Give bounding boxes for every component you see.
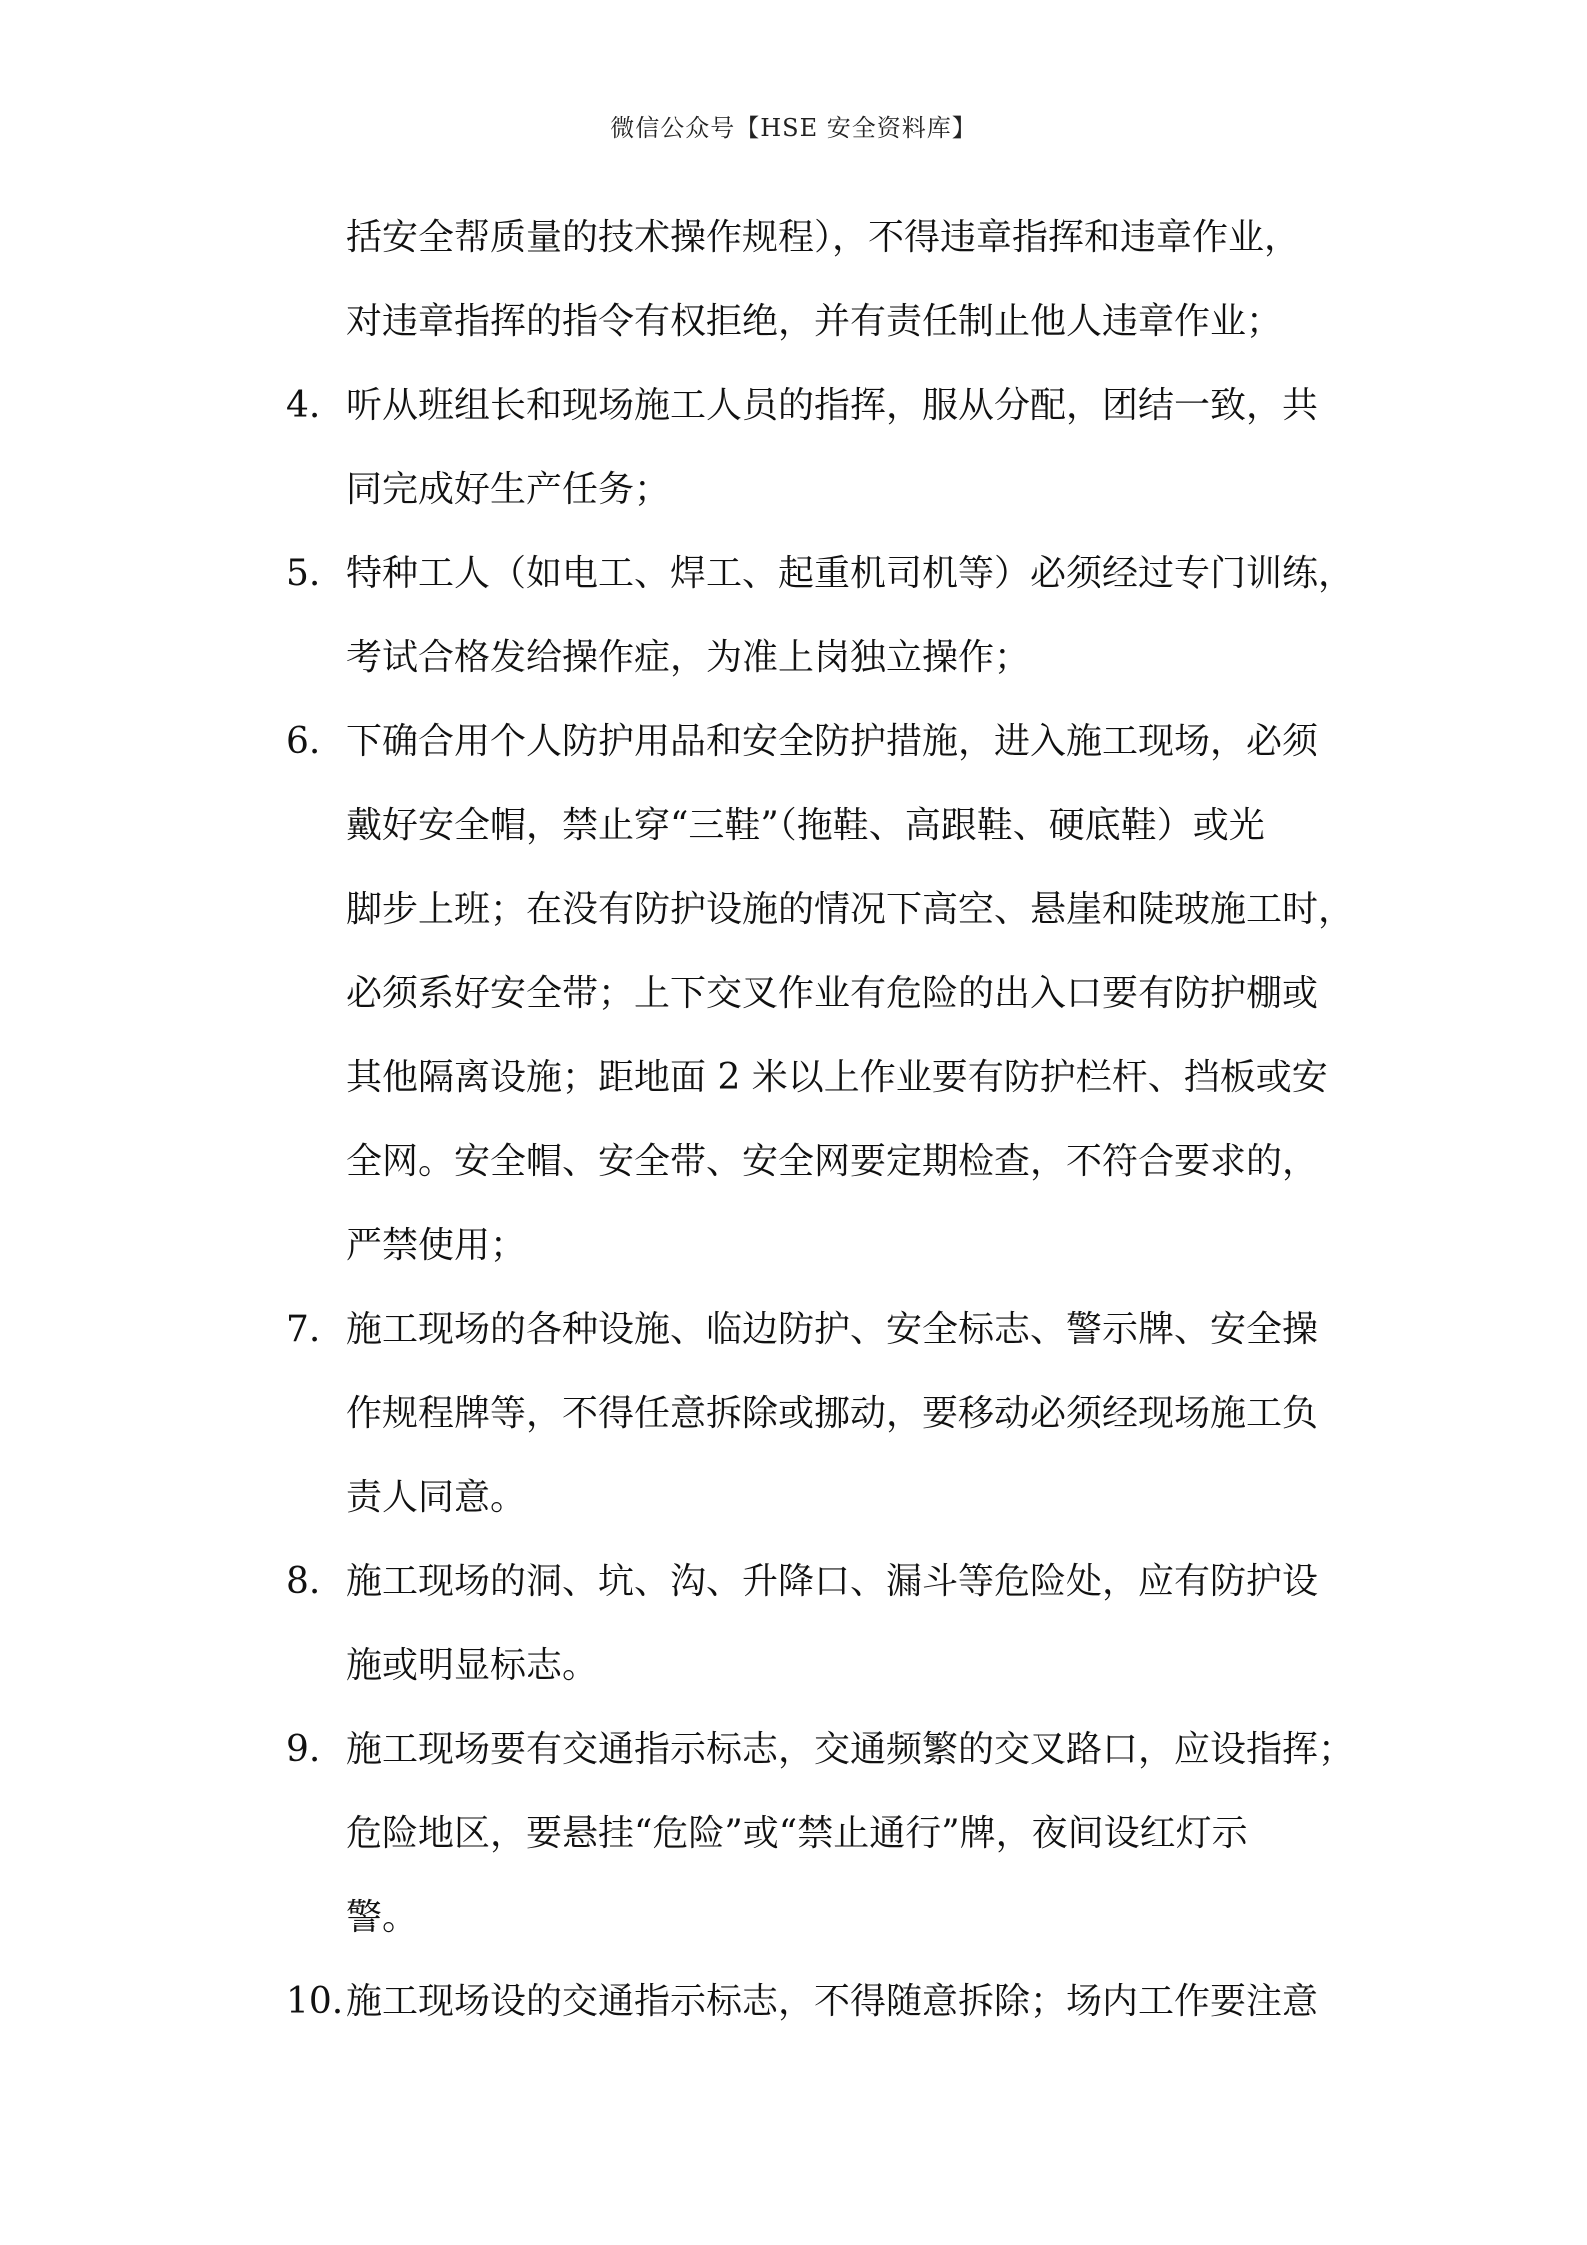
continuation-line: 对违章指挥的指令有权拒绝，并有责任制止他人违章作业； xyxy=(346,301,1283,342)
item-line: 施工现场设的交通指示标志，不得随意拆除；场内工作要注意 xyxy=(346,1981,1319,2022)
item-line: 责人同意。 xyxy=(346,1477,527,1518)
item-number: 10. xyxy=(286,1981,344,2022)
item-line: 下确合用个人防护用品和安全防护措施，进入施工现场，必须 xyxy=(346,721,1319,762)
item-line: 施工现场的各种设施、临边防护、安全标志、警示牌、安全操 xyxy=(346,1309,1319,1350)
item-line: 听从班组长和现场施工人员的指挥，服从分配，团结一致，共 xyxy=(346,385,1319,426)
item-line: 同完成好生产任务； xyxy=(346,469,671,510)
item-line: 考试合格发给操作症，为准上岗独立操作； xyxy=(346,637,1031,678)
item-line: 戴好安全帽，禁止穿“三鞋”（拖鞋、高跟鞋、硬底鞋）或光 xyxy=(346,805,1265,846)
item-line: 严禁使用； xyxy=(346,1225,527,1266)
item-line: 其他隔离设施；距地面 2 米以上作业要有防护栏杆、挡板或安 xyxy=(346,1057,1328,1098)
item-line: 全网。安全帽、安全带、安全网要定期检查，不符合要求的， xyxy=(346,1141,1319,1182)
item-number: 5. xyxy=(286,553,321,594)
item-line: 施或明显标志。 xyxy=(346,1645,599,1686)
item-number: 7. xyxy=(286,1309,321,1350)
continuation-line: 括安全帮质量的技术操作规程），不得违章指挥和违章作业， xyxy=(346,217,1301,258)
page-header: 微信公众号【HSE 安全资料库】 xyxy=(610,114,977,142)
item-number: 8. xyxy=(286,1561,321,1602)
item-line: 必须系好安全带；上下交叉作业有危险的出入口要有防护棚或 xyxy=(346,973,1319,1014)
item-line: 警。 xyxy=(346,1897,419,1938)
item-line: 脚步上班；在没有防护设施的情况下高空、悬崖和陡玻施工时， xyxy=(346,889,1355,930)
item-line: 施工现场的洞、坑、沟、升降口、漏斗等危险处，应有防护设 xyxy=(346,1561,1319,1602)
item-line: 作规程牌等，不得任意拆除或挪动，要移动必须经现场施工负 xyxy=(346,1393,1319,1434)
item-number: 4. xyxy=(286,385,321,426)
item-line: 特种工人（如电工、焊工、起重机司机等）必须经过专门训练， xyxy=(346,553,1355,594)
item-number: 6. xyxy=(286,721,321,762)
item-line: 施工现场要有交通指示标志，交通频繁的交叉路口，应设指挥； xyxy=(346,1729,1355,1770)
item-line: 危险地区，要悬挂“危险”或“禁止通行”牌，夜间设红灯示 xyxy=(346,1813,1248,1854)
item-number: 9. xyxy=(286,1729,321,1770)
